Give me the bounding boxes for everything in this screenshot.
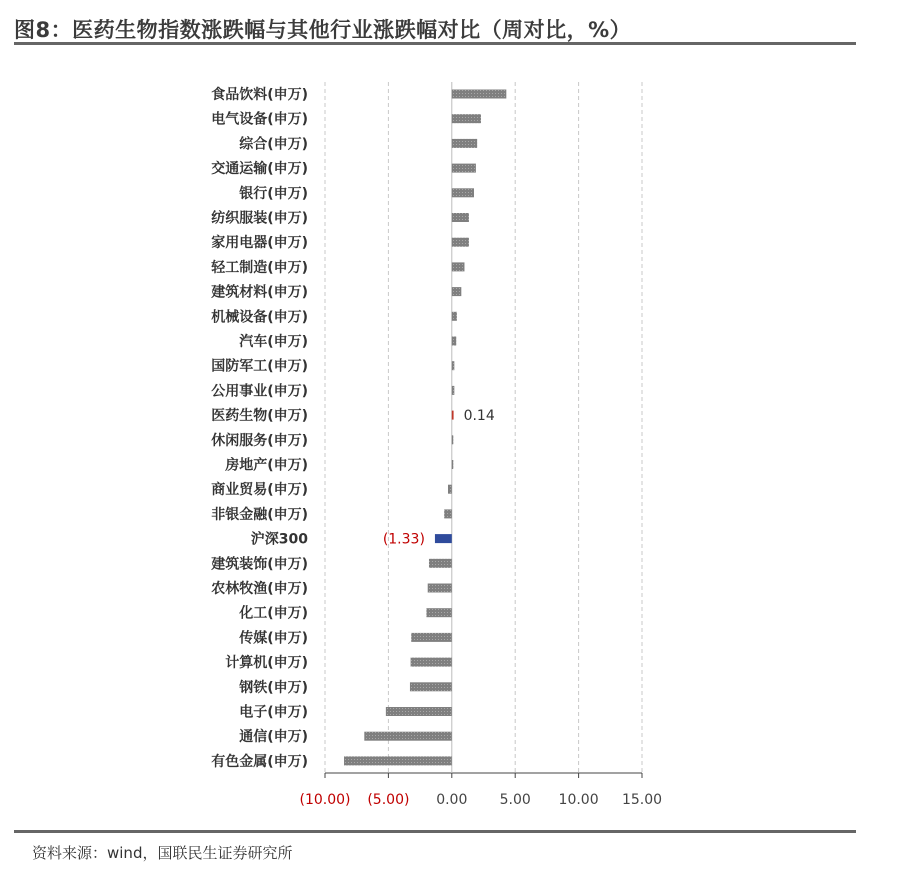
- bar: [452, 114, 481, 123]
- bar: [452, 386, 455, 395]
- category-label: 化工(申万): [239, 605, 308, 622]
- x-tick-label: 0.00: [436, 792, 468, 808]
- chart-title: 图8：医药生物指数涨跌幅与其他行业涨跌幅对比（周对比，%）: [14, 18, 632, 42]
- bar: [452, 411, 454, 420]
- category-label: 非银金融(申万): [211, 506, 308, 523]
- category-label: 银行(申万): [239, 185, 308, 202]
- bar: [410, 682, 452, 691]
- category-label: 建筑装饰(申万): [211, 556, 308, 573]
- category-label: 沪深300: [250, 531, 308, 548]
- category-label: 传媒(申万): [239, 630, 308, 647]
- bar: [452, 287, 462, 296]
- category-label: 农林牧渔(申万): [211, 581, 308, 597]
- category-label: 休闲服务(申万): [211, 432, 308, 449]
- bar: [411, 658, 452, 667]
- category-label: 房地产(申万): [225, 457, 308, 474]
- bar: [452, 238, 469, 247]
- category-label: 轻工制造(申万): [211, 259, 308, 276]
- bar: [452, 164, 476, 173]
- bar: [452, 90, 507, 99]
- category-label: 电气设备(申万): [211, 111, 308, 128]
- bar: [452, 361, 455, 370]
- category-label: 食品饮料(申万): [211, 87, 308, 103]
- bar: [452, 139, 477, 148]
- bar: [386, 707, 452, 716]
- category-label: 钢铁(申万): [239, 679, 308, 696]
- category-label: 综合(申万): [239, 136, 308, 153]
- bar: [452, 262, 465, 271]
- category-label: 公用事业(申万): [211, 383, 308, 400]
- data-label: (1.33): [382, 531, 425, 548]
- bar: [452, 337, 456, 346]
- bar: [448, 485, 452, 494]
- bar: [428, 584, 452, 593]
- category-label: 有色金属(申万): [211, 753, 308, 770]
- bar: [344, 756, 452, 765]
- bar: [429, 559, 452, 568]
- bar: [452, 188, 474, 197]
- category-label: 电子(申万): [239, 704, 308, 721]
- footer-rule: [14, 830, 856, 833]
- category-label: 交通运输(申万): [211, 161, 308, 178]
- bar: [364, 732, 451, 741]
- bar: [435, 534, 452, 543]
- category-label: 家用电器(申万): [211, 235, 308, 252]
- category-label: 医药生物(申万): [211, 408, 308, 425]
- category-label: 机械设备(申万): [211, 309, 308, 326]
- category-label: 国防军工(申万): [211, 358, 308, 375]
- category-label: 商业贸易(申万): [211, 482, 308, 499]
- x-tick-label: 15.00: [621, 792, 663, 808]
- category-label: 通信(申万): [239, 729, 308, 746]
- bar: [411, 633, 452, 642]
- x-tick-label: (5.00): [367, 792, 410, 808]
- category-label: 建筑材料(申万): [211, 284, 308, 301]
- bar: [426, 608, 451, 617]
- category-label: 汽车(申万): [239, 334, 308, 350]
- bar: [444, 509, 452, 518]
- source-note: 资料来源：wind，国联民生证券研究所: [32, 844, 293, 862]
- bar: [452, 435, 454, 444]
- bar: [452, 213, 469, 222]
- data-label: 0.14: [463, 408, 495, 425]
- category-label: 纺织服装(申万): [211, 210, 308, 227]
- bar: [452, 312, 457, 321]
- x-tick-label: (10.00): [299, 792, 351, 808]
- x-tick-label: 10.00: [558, 792, 599, 808]
- x-tick-label: 5.00: [499, 792, 531, 808]
- bar: [452, 460, 454, 469]
- category-label: 计算机(申万): [225, 655, 308, 672]
